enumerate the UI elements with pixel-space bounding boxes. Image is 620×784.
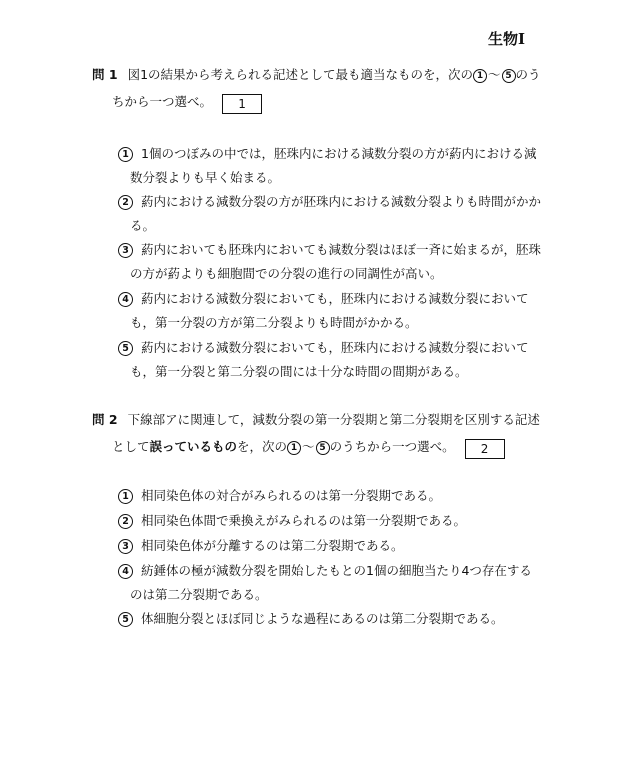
question-2-number: 問 2 [92,412,118,427]
question-1-line2 [92,93,552,114]
question-2-line1 [92,411,552,429]
range-end-marker: 5 [502,69,516,83]
option-number-marker: 4 [118,564,133,579]
option-number-marker: 1 [118,147,133,162]
question-1-text-line2: ちから一つ選べ。 [112,94,213,109]
option-number-marker: 3 [118,243,133,258]
option-text-cont: も，第一分裂の方が第二分裂よりも時間がかかる。 [130,315,418,330]
answer-box-1[interactable]: 1 [222,94,262,114]
q2-option-3[interactable] [118,534,548,558]
option-text-cont: の方が葯よりも細胞間での分裂の進行の同調性が高い。 [130,266,443,281]
option-number-marker: 2 [118,195,133,210]
question-1 [92,66,552,114]
range-start-marker: 1 [473,69,487,83]
range-start-marker: 1 [287,441,301,455]
option-text: 葯内においても胚珠内においても減数分裂はほぼ一斉に始まるが，胚珠 [141,242,542,257]
page-title: 生物Ⅰ [488,30,526,48]
question-2-text-mid: を，次の [237,439,288,454]
option-text-cont: 数分裂よりも早く始まる。 [130,170,281,185]
q1-option-1[interactable] [118,142,548,190]
q1-option-3[interactable] [118,238,548,286]
option-number-marker: 4 [118,292,133,307]
q2-option-4[interactable] [118,559,548,607]
answer-box-2[interactable]: 2 [465,439,505,459]
option-text: 相同染色体の対合がみられるのは第一分裂期である。 [141,488,442,503]
question-1-text-suffix: のう [515,67,541,82]
question-2-line2 [92,438,552,459]
option-text: 葯内における減数分裂の方が胚珠内における減数分裂よりも時間がかか [141,194,542,209]
option-text-cont: る。 [130,218,156,233]
option-text-cont: も，第一分裂と第二分裂の間には十分な時間の間期がある。 [130,364,468,379]
q2-option-1[interactable] [118,484,548,508]
option-text: 紡錘体の極が減数分裂を開始したもとの1個の細胞当たり4つ存在する [141,563,532,578]
q2-option-5[interactable] [118,607,548,631]
q2-option-2[interactable] [118,509,548,533]
question-1-line1 [92,66,552,84]
question-1-text: 図1の結果から考えられる記述として最も適当なものを，次の [127,67,474,82]
option-number-marker: 5 [118,341,133,356]
question-2-emphasis: 誤っているもの [149,439,238,454]
q1-option-2[interactable] [118,190,548,238]
option-text: 1個のつぼみの中では，胚珠内における減数分裂の方が葯内における減 [141,146,537,161]
question-2-text: 下線部アに関連して，減数分裂の第一分裂期と第二分裂期を区別する記述 [127,412,540,427]
option-text: 葯内における減数分裂においても，胚珠内における減数分裂において [141,340,529,355]
option-text: 体細胞分裂とほぼ同じような過程にあるのは第二分裂期である。 [141,611,504,626]
q1-option-4[interactable] [118,287,548,335]
question-2 [92,411,552,459]
question-2-text-prefix: として [112,439,150,454]
question-1-number: 問 1 [92,67,118,82]
option-text: 相同染色体が分離するのは第二分裂期である。 [141,538,404,553]
question-2-text-suffix: のうちから一つ選べ。 [329,439,455,454]
option-number-marker: 1 [118,489,133,504]
range-end-marker: 5 [316,441,330,455]
option-number-marker: 3 [118,539,133,554]
option-number-marker: 2 [118,514,133,529]
option-text-cont: のは第二分裂期である。 [130,587,268,602]
range-separator: ～ [302,439,315,454]
option-text: 相同染色体間で乗換えがみられるのは第一分裂期である。 [141,513,467,528]
option-number-marker: 5 [118,612,133,627]
q1-option-5[interactable] [118,336,548,384]
range-separator: ～ [488,67,501,82]
option-text: 葯内における減数分裂においても，胚珠内における減数分裂において [141,291,529,306]
